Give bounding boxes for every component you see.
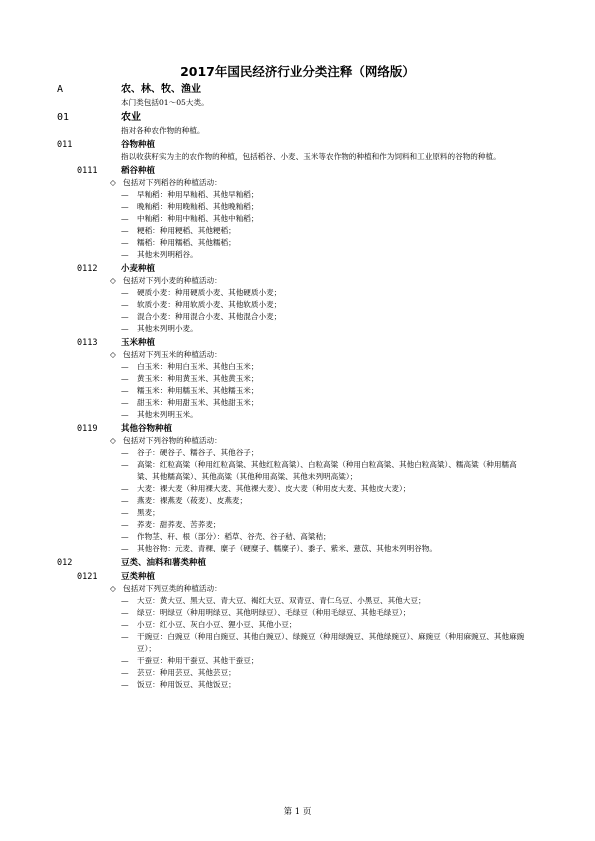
class-code: 0112 <box>77 264 98 274</box>
class-name: 稻谷种植 <box>121 166 156 176</box>
list-item-text: 作物茎、秆、根（部分）：稻草、谷壳、谷子秸、高粱秸； <box>137 532 331 541</box>
dash-icon: — <box>121 202 129 211</box>
section-heading <box>0 83 595 97</box>
includes-text: 包括对下列豆类的种植活动： <box>123 584 222 593</box>
section-code: A <box>57 84 64 95</box>
list-item <box>0 287 595 299</box>
list-item <box>0 679 595 691</box>
section-name: 农、林、牧、渔业 <box>121 84 201 95</box>
list-item <box>0 495 595 507</box>
list-item <box>0 299 595 311</box>
list-item <box>0 619 595 631</box>
group-heading <box>0 139 595 151</box>
list-item <box>0 189 595 201</box>
list-item-text: 饭豆：种用饭豆、其他饭豆； <box>137 680 236 689</box>
entry-section <box>0 83 595 111</box>
list-item-text: 高粱：红粒高粱（种用红粒高粱、其他红粒高粱）、白粒高粱（种用白粒高粱、其他白粒高粱）、糯高粱（种用糯高粱、其他糯高粱）、其他高粱（其他种用高粱、其他未列明高粱）； <box>137 460 517 481</box>
class-code: 0119 <box>77 424 98 434</box>
dash-icon: — <box>121 300 129 309</box>
entry-group <box>0 139 595 165</box>
class-heading <box>0 165 595 177</box>
list-item-text: 荞麦：甜荞麦、苦荞麦； <box>137 520 221 529</box>
list-item <box>0 323 595 335</box>
group-code: 011 <box>57 140 73 150</box>
group-name: 谷物种植 <box>121 140 156 150</box>
diamond-icon: ◇ <box>110 436 116 445</box>
includes-row <box>0 349 595 361</box>
class-heading <box>0 337 595 349</box>
list-item <box>0 373 595 385</box>
section-description: 本门类包括01～05大类。 <box>121 98 209 107</box>
dash-icon: — <box>121 668 129 677</box>
includes-row <box>0 583 595 595</box>
list-item-text: 其他未列明稻谷。 <box>137 250 198 259</box>
list-item-text: 黑麦； <box>137 508 160 517</box>
includes-text: 包括对下列小麦的种植活动： <box>123 276 222 285</box>
list-item-text: 燕麦：裸燕麦（莜麦）、皮燕麦； <box>137 496 248 505</box>
list-item <box>0 237 595 249</box>
list-item-text: 甜玉米：种用甜玉米、其他甜玉米； <box>137 398 259 407</box>
division-description: 指对各种农作物的种植。 <box>121 126 205 135</box>
list-item-text: 其他谷物：元麦、青稞、糜子（硬糜子、糯糜子）、黍子、紫米、薏苡、其他未列明谷物。 <box>137 544 437 553</box>
group-heading <box>0 557 595 569</box>
entry-class <box>0 337 595 423</box>
list-item <box>0 483 595 495</box>
list-item-text: 干蚕豆：种用干蚕豆、其他干蚕豆； <box>137 656 259 665</box>
class-name: 玉米种植 <box>121 338 156 348</box>
entry-class <box>0 571 595 693</box>
list-item-text: 晚籼稻：种用晚籼稻、其他晚籼稻； <box>137 202 259 211</box>
dash-icon: — <box>121 508 129 517</box>
document-title: 2017年国民经济行业分类注释（网络版） <box>180 64 415 79</box>
list-item <box>0 519 595 531</box>
dash-icon: — <box>121 190 129 199</box>
dash-icon: — <box>121 544 129 553</box>
includes-row <box>0 177 595 189</box>
list-item <box>0 667 595 679</box>
group-name: 豆类、油料和薯类种植 <box>121 558 207 568</box>
dash-icon: — <box>121 448 129 457</box>
class-name: 豆类种植 <box>121 572 156 582</box>
dash-icon: — <box>121 226 129 235</box>
list-item <box>0 201 595 213</box>
includes-text: 包括对下列谷物的种植活动： <box>123 436 222 445</box>
list-item <box>0 397 595 409</box>
list-item <box>0 459 595 483</box>
list-item-text: 其他未列明玉米。 <box>137 410 198 419</box>
dash-icon: — <box>121 238 129 247</box>
list-item-text: 早籼稻：种用早籼稻、其他早籼稻； <box>137 190 259 199</box>
list-item <box>0 225 595 237</box>
list-item <box>0 385 595 397</box>
list-item-text: 其他未列明小麦。 <box>137 324 198 333</box>
class-heading <box>0 263 595 275</box>
dash-icon: — <box>121 656 129 665</box>
class-code: 0121 <box>77 572 98 582</box>
dash-icon: — <box>121 632 129 641</box>
entry-class <box>0 423 595 557</box>
group-description: 指以收获籽实为主的农作物的种植，包括稻谷、小麦、玉米等农作物的种植和作为饲料和工业原料的谷物的种植。 <box>121 152 501 161</box>
list-item-text: 黄玉米：种用黄玉米、其他黄玉米； <box>137 374 259 383</box>
list-item-text: 糯稻：种用糯稻、其他糯稻； <box>137 238 236 247</box>
list-item-text: 中籼稻：种用中籼稻、其他中籼稻； <box>137 214 259 223</box>
list-item-text: 大豆：黄大豆、黑大豆、青大豆、褐红大豆、双青豆、青仁乌豆、小黑豆、其他大豆； <box>137 596 426 605</box>
page-number: 第 1 页 <box>283 807 312 817</box>
list-item-text: 白玉米：种用白玉米、其他白玉米； <box>137 362 259 371</box>
list-item-text: 软质小麦：种用软质小麦、其他软质小麦； <box>137 300 282 309</box>
list-item <box>0 311 595 323</box>
entry-class <box>0 165 595 263</box>
dash-icon: — <box>121 520 129 529</box>
includes-row <box>0 435 595 447</box>
list-item <box>0 531 595 543</box>
dash-icon: — <box>121 250 129 259</box>
entry-division <box>0 111 595 139</box>
class-name: 小麦种植 <box>121 264 156 274</box>
dash-icon: — <box>121 532 129 541</box>
dash-icon: — <box>121 386 129 395</box>
diamond-icon: ◇ <box>110 276 116 285</box>
includes-row <box>0 275 595 287</box>
dash-icon: — <box>121 496 129 505</box>
dash-icon: — <box>121 460 129 469</box>
group-code: 012 <box>57 558 73 568</box>
class-heading <box>0 423 595 435</box>
list-item-text: 干豌豆：白豌豆（种用白豌豆、其他白豌豆）、绿豌豆（种用绿豌豆、其他绿豌豆）、麻豌豆（种用麻豌豆、其他麻豌豆）； <box>137 632 525 653</box>
division-name: 农业 <box>121 112 141 123</box>
diamond-icon: ◇ <box>110 178 116 187</box>
entry-class <box>0 263 595 337</box>
list-item <box>0 249 595 261</box>
dash-icon: — <box>121 288 129 297</box>
class-name: 其他谷物种植 <box>121 424 173 434</box>
list-item-text: 绿豆：明绿豆（种用明绿豆、其他明绿豆）、毛绿豆（种用毛绿豆、其他毛绿豆）； <box>137 608 411 617</box>
dash-icon: — <box>121 608 129 617</box>
entry-group <box>0 557 595 571</box>
dash-icon: — <box>121 324 129 333</box>
list-item <box>0 607 595 619</box>
list-item-text: 糯玉米：种用糯玉米、其他糯玉米； <box>137 386 259 395</box>
list-item-text: 硬质小麦：种用硬质小麦、其他硬质小麦； <box>137 288 282 297</box>
dash-icon: — <box>121 596 129 605</box>
list-item-text: 混合小麦：种用混合小麦、其他混合小麦； <box>137 312 282 321</box>
list-item-text: 小豆：红小豆、灰白小豆、狸小豆、其他小豆； <box>137 620 297 629</box>
list-item-text: 大麦：裸大麦（种用裸大麦、其他裸大麦）、皮大麦（种用皮大麦、其他皮大麦）； <box>137 484 411 493</box>
list-item <box>0 361 595 373</box>
includes-text: 包括对下列稻谷的种植活动： <box>123 178 222 187</box>
list-item <box>0 595 595 607</box>
dash-icon: — <box>121 410 129 419</box>
list-item <box>0 447 595 459</box>
class-code: 0113 <box>77 338 98 348</box>
dash-icon: — <box>121 214 129 223</box>
dash-icon: — <box>121 374 129 383</box>
division-code: 01 <box>57 112 70 123</box>
list-item <box>0 543 595 555</box>
list-item <box>0 213 595 225</box>
classification-content <box>0 83 595 693</box>
dash-icon: — <box>121 362 129 371</box>
list-item <box>0 631 595 655</box>
class-heading <box>0 571 595 583</box>
list-item-text: 芸豆：种用芸豆、其他芸豆； <box>137 668 236 677</box>
dash-icon: — <box>121 680 129 689</box>
includes-text: 包括对下列玉米的种植活动： <box>123 350 222 359</box>
diamond-icon: ◇ <box>110 350 116 359</box>
diamond-icon: ◇ <box>110 584 116 593</box>
class-code: 0111 <box>77 166 98 176</box>
dash-icon: — <box>121 398 129 407</box>
dash-icon: — <box>121 620 129 629</box>
list-item-text: 谷子：硬谷子、糯谷子、其他谷子； <box>137 448 259 457</box>
dash-icon: — <box>121 312 129 321</box>
list-item <box>0 655 595 667</box>
list-item <box>0 409 595 421</box>
dash-icon: — <box>121 484 129 493</box>
list-item-text: 粳稻：种用粳稻、其他粳稻； <box>137 226 236 235</box>
list-item <box>0 507 595 519</box>
division-heading <box>0 111 595 125</box>
